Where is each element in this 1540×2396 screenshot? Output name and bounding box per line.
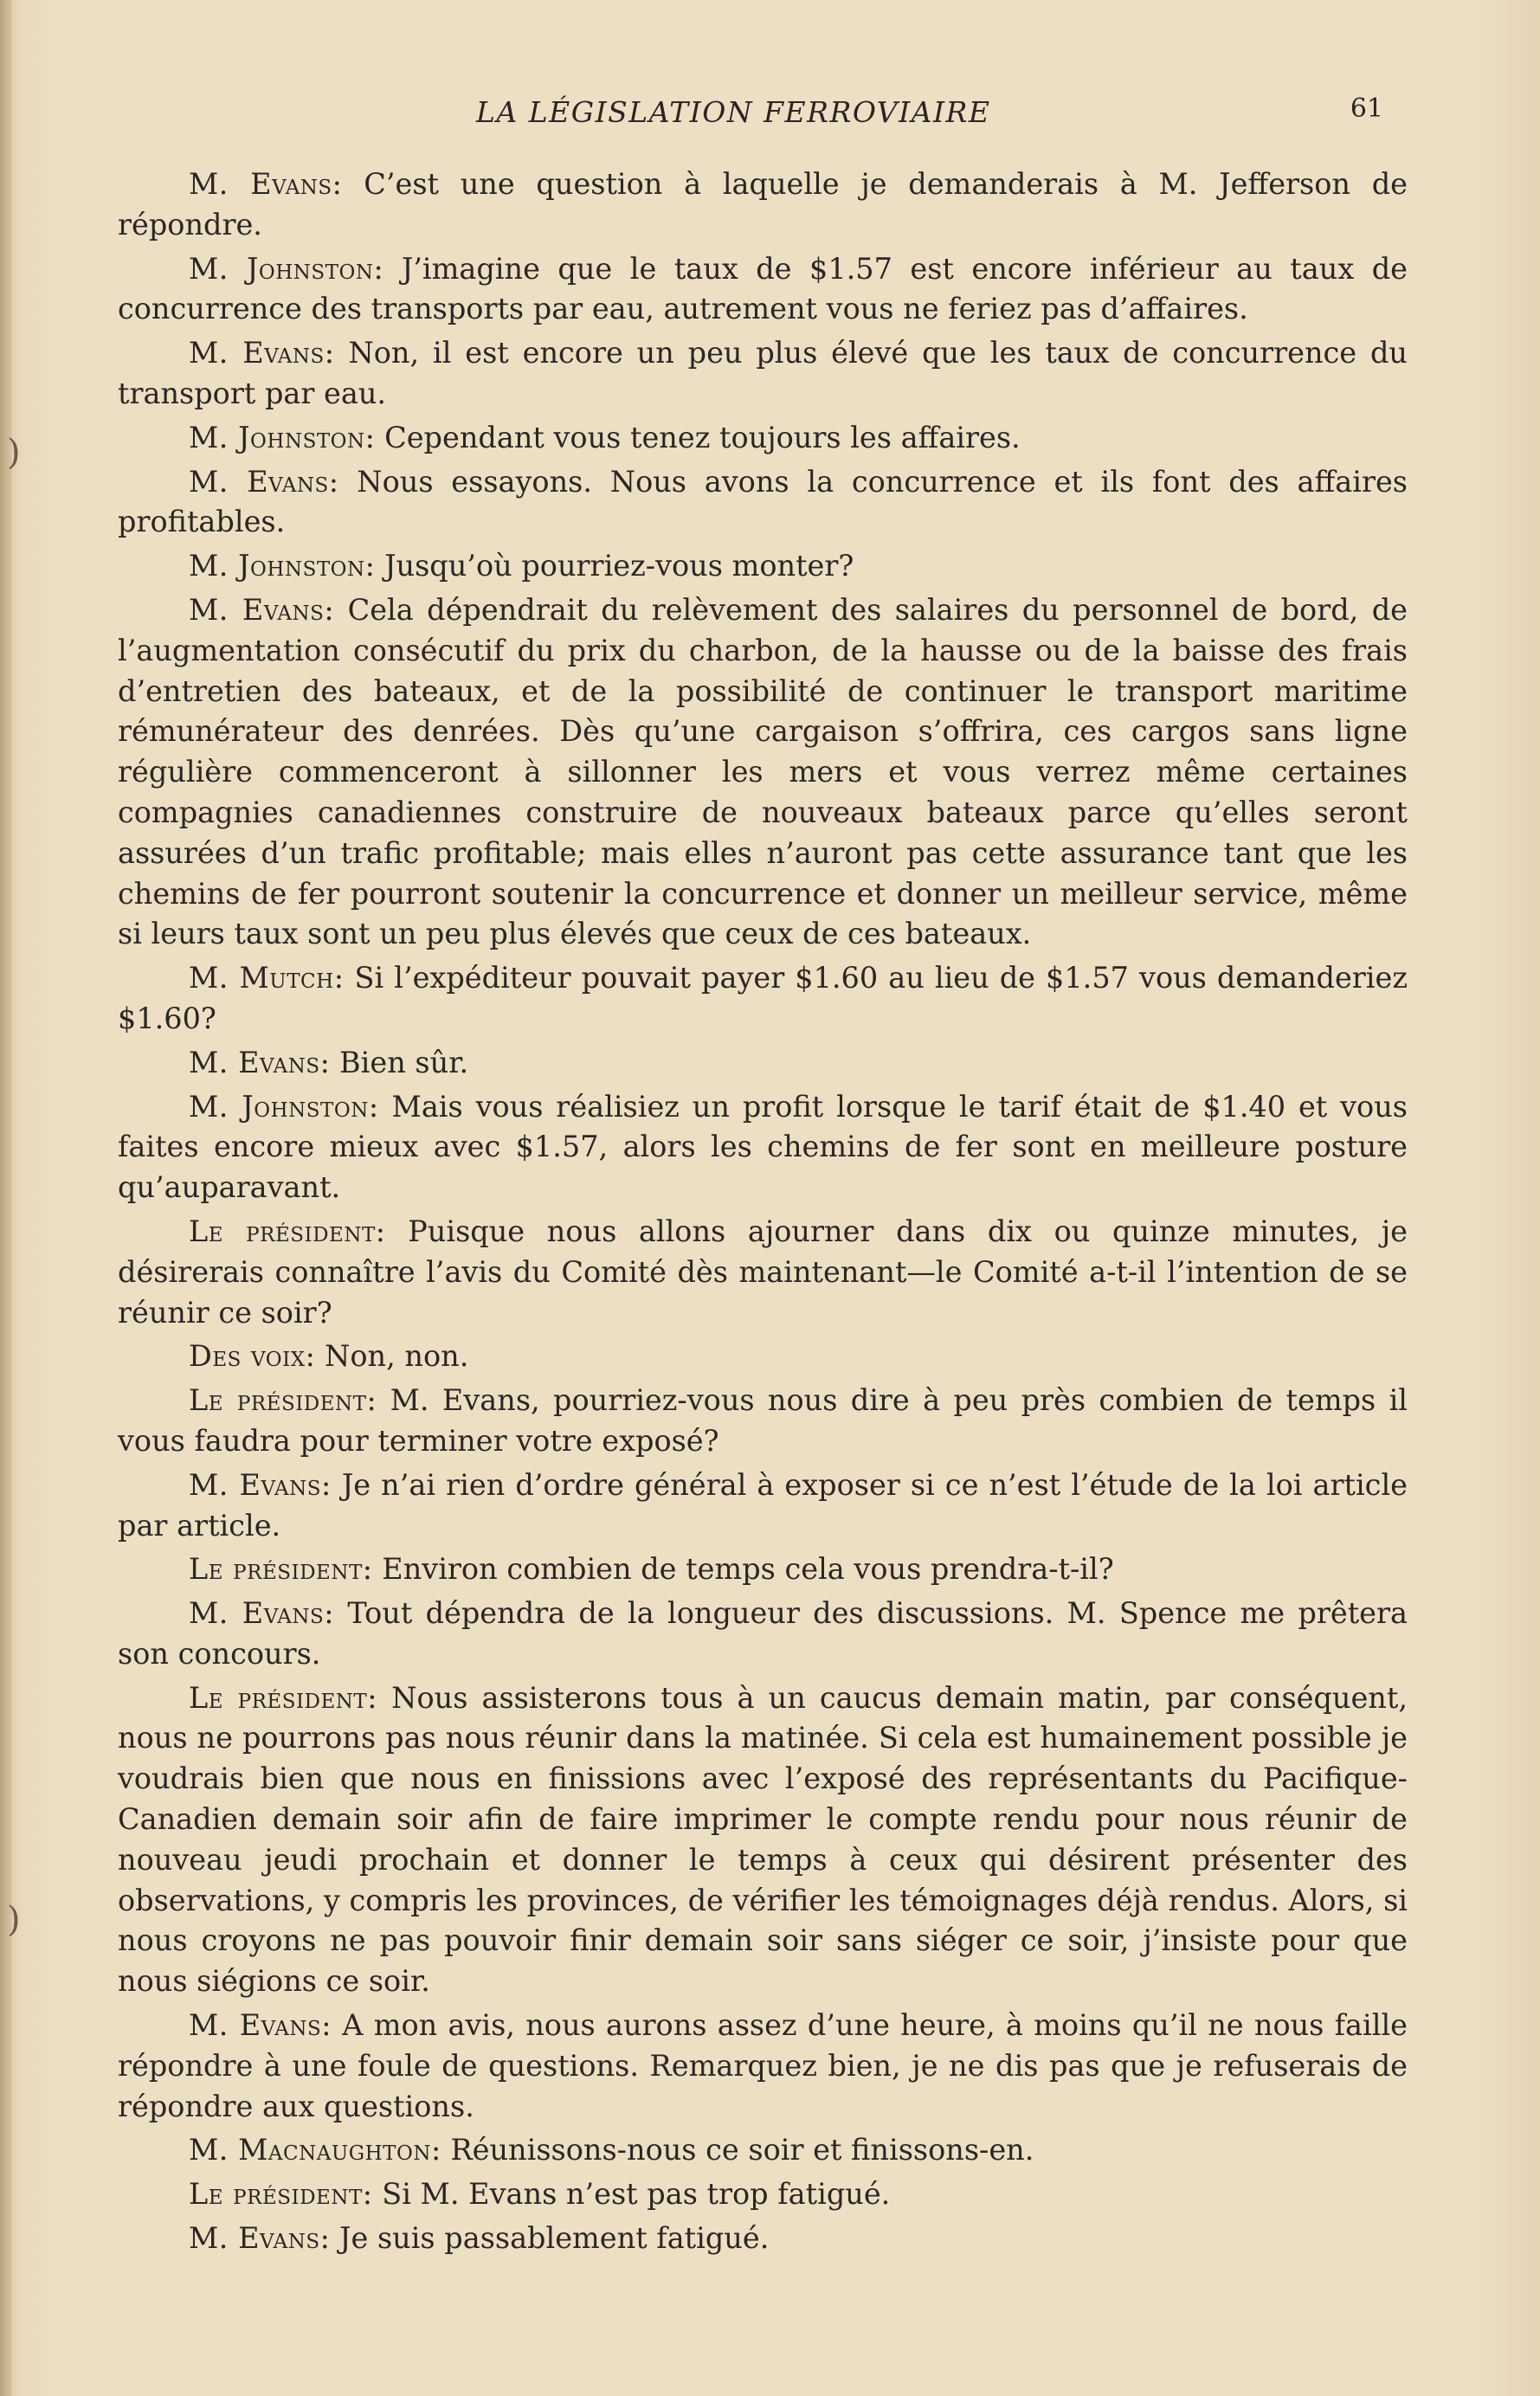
speech-text: Non, non. [325, 1339, 469, 1374]
speaker-name: M. Macnaughton: [189, 2133, 441, 2167]
transcript-paragraph [118, 1212, 1408, 1333]
speech-text: Cependant vous tenez toujours les affaires. [384, 420, 1021, 454]
running-title: LA LÉGISLATION FERROVIAIRE [476, 95, 991, 129]
speech-text: Jusqu’où pourriez-vous monter? [384, 549, 854, 583]
transcript-paragraph [118, 1465, 1408, 1547]
speaker-name: M. Evans: [189, 167, 343, 201]
speech-text: Nous essayons. Nous avons la concurrence et ils font des affaires profitables. [118, 464, 1408, 539]
speaker-name: M. Evans: [189, 336, 335, 370]
margin-bracket-mark: ) [7, 433, 21, 473]
speech-text: Je n’ai rien d’ordre général à exposer si ce n’est l’étude de la loi article par article. [118, 1467, 1408, 1543]
speech-text: Réunissons-nous ce soir et finissons-en. [450, 2133, 1034, 2167]
speaker-name: Le président: [189, 1680, 378, 1715]
speech-text: A mon avis, nous aurons assez d’une heure, à moins qu’il ne nous faille répondre à une foule de questions. Remarquez bien, je ne dis pas que je refuserais de répondre aux questions. [118, 2008, 1408, 2123]
speech-text: C’est une question à laquelle je demanderais à M. Jefferson de répondre. [118, 167, 1408, 242]
speaker-name: Des voix: [189, 1339, 316, 1374]
transcript-paragraph [118, 1087, 1408, 1208]
transcript-paragraph [118, 1678, 1408, 2002]
speaker-name: Le président: [189, 1383, 377, 1418]
transcript-paragraph [118, 1594, 1408, 1675]
speech-text: Nous assisterons tous à un caucus demain matin, par conséquent, nous ne pourrons pas nous réunir dans la matinée. Si cela est humainement possible je voudrais bien que nous en finissions avec l’exposé des représentants du Pacifique-Canadien demain soir afin de faire imprimer le compte rendu pour nous réunir de nouveau jeudi prochain et donner le temps à ceux qui désirent présenter des observations, y compris les provinces, de vérifier les témoignages déjà rendus. Alors, si nous croyons ne pas pouvoir finir demain soir sans siéger ce soir, j’insiste pour que nous siégions ce soir. [118, 1680, 1408, 1999]
transcript-paragraph [118, 2130, 1408, 2171]
speech-text: Je suis passablement fatigué. [339, 2221, 770, 2256]
speaker-name: M. Johnston: [189, 251, 384, 286]
speaker-name: M. Mutch: [189, 961, 345, 995]
speaker-name: M. Johnston: [189, 549, 376, 583]
speech-text: Mais vous réalisiez un profit lorsque le tarif était de $1.40 et vous faites encore mieux avec $1.57, alors les chemins de fer sont en meilleure posture qu’auparavant. [118, 1089, 1408, 1205]
speaker-name: M. Evans: [189, 2008, 332, 2043]
speaker-name: M. Evans: [189, 1467, 332, 1502]
transcript-paragraph [118, 2174, 1408, 2215]
speaker-name: M. Johnston: [189, 1089, 379, 1124]
page-binding-edge [0, 0, 12, 2396]
speech-text: Si l’expéditeur pouvait payer $1.60 au lieu de $1.57 vous demanderiez $1.60? [118, 961, 1408, 1035]
transcript-paragraph [118, 546, 1408, 587]
transcript-paragraph [118, 1336, 1408, 1377]
speech-text: Puisque nous allons ajourner dans dix ou quinze minutes, je désirerais connaître l’avis du Comité dès maintenant—le Comité a-t-il l’intention de se réunir ce soir? [118, 1214, 1408, 1330]
speech-text: Tout dépendra de la longueur des discussions. M. Spence me prêtera son concours. [118, 1596, 1408, 1671]
speaker-name: M. Johnston: [189, 420, 376, 454]
speaker-name: M. Evans: [189, 592, 335, 627]
transcript-paragraph [118, 1043, 1408, 1084]
transcript-body [118, 164, 1408, 2263]
speech-text: Bien sûr. [339, 1045, 469, 1079]
speech-text: Cela dépendrait du relèvement des salaires du personnel de bord, de l’augmentation consécutif du prix du charbon, de la hausse ou de la baisse des frais d’entretien des bateaux, et de la possibilité de continuer le transport maritime rémunérateur des denrées. Dès qu’une cargaison s’offrira, ces cargos sans ligne régulière commenceront à sillonner les mers et vous verrez même certaines compagnies canadiennes construire de nouveaux bateaux parce qu’elles seront assurées d’un trafic profitable; mais elles n’auront pas cette assurance tant que les chemins de fer pourront soutenir la concurrence et donner un meilleur service, même si leurs taux sont un peu plus élevés que ceux de ces bateaux. [118, 592, 1408, 951]
speech-text: Environ combien de temps cela vous prendra-t-il? [382, 1552, 1114, 1587]
transcript-paragraph [118, 958, 1408, 1040]
speaker-name: M. Evans: [189, 1596, 335, 1631]
transcript-paragraph [118, 1549, 1408, 1590]
speech-text: J’imagine que le taux de $1.57 est encore inférieur au taux de concurrence des transports par eau, autrement vous ne feriez pas d’affaires. [118, 251, 1408, 326]
speech-text: Si M. Evans n’est pas trop fatigué. [382, 2177, 891, 2212]
transcript-paragraph [118, 2006, 1408, 2127]
speaker-name: Le président: [189, 2177, 373, 2212]
transcript-paragraph [118, 164, 1408, 246]
speaker-name: M. Evans: [189, 464, 339, 499]
page-number: 61 [1350, 93, 1383, 124]
transcript-paragraph [118, 333, 1408, 415]
transcript-paragraph [118, 1381, 1408, 1462]
speech-text: M. Evans, pourriez-vous nous dire à peu près combien de temps il vous faudra pour terminer votre exposé? [118, 1383, 1408, 1458]
margin-bracket-mark: ) [7, 1900, 21, 1940]
transcript-paragraph [118, 462, 1408, 544]
page-header [121, 93, 1402, 137]
transcript-paragraph [118, 2219, 1408, 2259]
speaker-name: M. Evans: [189, 2221, 331, 2256]
transcript-paragraph [118, 418, 1408, 459]
transcript-paragraph [118, 249, 1408, 331]
speech-text: Non, il est encore un peu plus élevé que les taux de concurrence du transport par eau. [118, 336, 1408, 410]
speaker-name: Le président: [189, 1552, 373, 1587]
transcript-paragraph [118, 590, 1408, 955]
speaker-name: M. Evans: [189, 1045, 331, 1079]
speaker-name: Le président: [189, 1214, 386, 1248]
